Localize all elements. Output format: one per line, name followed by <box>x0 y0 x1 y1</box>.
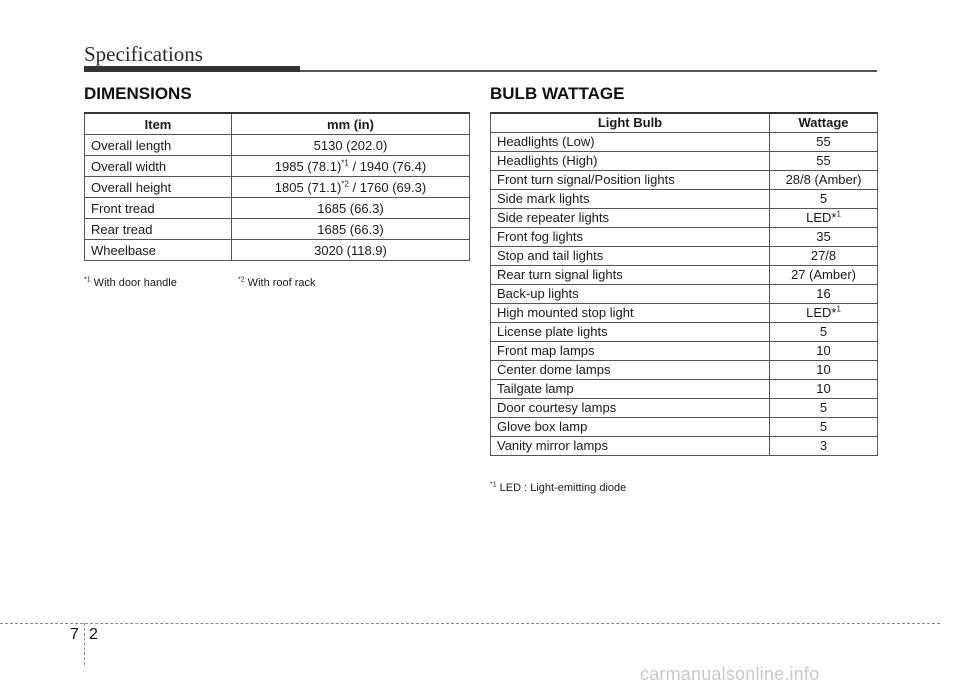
wattage-text: LED* <box>806 210 837 225</box>
table-row <box>491 399 878 418</box>
dimension-item: Rear tread <box>85 219 232 240</box>
bulb-wattage-heading: BULB WATTAGE <box>490 84 625 103</box>
dimension-value <box>232 177 470 198</box>
bulb-name: Headlights (Low) <box>491 133 770 152</box>
bulb-wattage: 55 <box>770 152 878 171</box>
table-row <box>491 247 878 266</box>
table-row <box>491 228 878 247</box>
bulb-wattage: 16 <box>770 285 878 304</box>
bulb-wattage: 5 <box>770 190 878 209</box>
bulb-wattage: 10 <box>770 361 878 380</box>
table-row <box>491 380 878 399</box>
bulb-name: Front fog lights <box>491 228 770 247</box>
table-row <box>85 198 470 219</box>
bulb-name: Tailgate lamp <box>491 380 770 399</box>
table-row <box>491 266 878 285</box>
bulb-wattage: 5 <box>770 399 878 418</box>
dimensions-table <box>84 112 470 261</box>
dimension-value: 5130 (202.0) <box>232 135 470 156</box>
column-header-light-bulb: Light Bulb <box>491 113 770 133</box>
value-part: 1985 (78.1) <box>274 158 342 174</box>
bulb-wattage <box>770 304 878 323</box>
wattage-text: LED* <box>806 305 837 320</box>
bulb-wattage: 55 <box>770 133 878 152</box>
value-part: / 1760 (69.3) <box>348 179 427 195</box>
value-part: 1805 (71.1) <box>274 179 342 195</box>
bulb-name: Center dome lamps <box>491 361 770 380</box>
table-row <box>491 133 878 152</box>
table-row <box>85 177 470 198</box>
footnote-mark: *2 <box>341 179 349 189</box>
table-row <box>491 209 878 228</box>
table-row <box>491 437 878 456</box>
dimension-item: Wheelbase <box>85 240 232 261</box>
bulb-name: High mounted stop light <box>491 304 770 323</box>
table-row <box>491 171 878 190</box>
table-row <box>491 190 878 209</box>
table-row <box>85 219 470 240</box>
table-header-row <box>491 113 878 133</box>
dimension-item: Overall length <box>85 135 232 156</box>
bulb-name: Door courtesy lamps <box>491 399 770 418</box>
column-header-wattage: Wattage <box>770 113 878 133</box>
table-row <box>491 418 878 437</box>
bulb-footnote-led <box>490 482 626 494</box>
bulb-name: Rear turn signal lights <box>491 266 770 285</box>
footnote-mark: 1 <box>836 209 841 219</box>
bulb-wattage: 27 (Amber) <box>770 266 878 285</box>
dimension-item: Overall width <box>85 156 232 177</box>
bulb-name: Back-up lights <box>491 285 770 304</box>
table-row <box>491 361 878 380</box>
bulb-wattage <box>770 209 878 228</box>
footnote-mark: *2 <box>238 276 245 284</box>
page-header-title: Specifications <box>84 42 203 66</box>
dimension-value: 1685 (66.3) <box>232 219 470 240</box>
dimension-item: Front tread <box>85 198 232 219</box>
table-row <box>85 156 470 177</box>
table-row <box>491 285 878 304</box>
bulb-name: Glove box lamp <box>491 418 770 437</box>
dimensions-heading: DIMENSIONS <box>84 84 192 103</box>
dimension-value: 1685 (66.3) <box>232 198 470 219</box>
dimension-item: Overall height <box>85 177 232 198</box>
bulb-wattage: 28/8 (Amber) <box>770 171 878 190</box>
footer-dashed-rule <box>0 623 940 624</box>
chapter-number: 7 <box>70 626 79 643</box>
bulb-wattage-table <box>490 112 878 456</box>
bulb-wattage: 5 <box>770 323 878 342</box>
footnote-mark: *1 <box>490 481 497 489</box>
header-rule <box>300 70 877 72</box>
watermark: carmanualsonline.info <box>640 664 820 684</box>
table-header-row <box>85 113 470 135</box>
bulb-name: Front turn signal/Position lights <box>491 171 770 190</box>
dimensions-footnote-roof-rack <box>238 277 316 289</box>
bulb-name: Stop and tail lights <box>491 247 770 266</box>
table-row <box>85 240 470 261</box>
dimension-value <box>232 156 470 177</box>
bulb-name: Side repeater lights <box>491 209 770 228</box>
bulb-name: Headlights (High) <box>491 152 770 171</box>
footnote-text: With roof rack <box>244 277 316 289</box>
bulb-wattage: 27/8 <box>770 247 878 266</box>
footnote-mark: *1 <box>341 158 349 168</box>
bulb-wattage: 5 <box>770 418 878 437</box>
bulb-name: Side mark lights <box>491 190 770 209</box>
header-accent-bar <box>84 66 300 72</box>
bulb-name: Front map lamps <box>491 342 770 361</box>
table-row <box>85 135 470 156</box>
table-row <box>491 342 878 361</box>
bulb-wattage: 10 <box>770 342 878 361</box>
dimension-value: 3020 (118.9) <box>232 240 470 261</box>
bulb-wattage: 3 <box>770 437 878 456</box>
table-row <box>491 152 878 171</box>
footnote-text: With door handle <box>90 277 177 289</box>
bulb-name: Vanity mirror lamps <box>491 437 770 456</box>
page-number: 2 <box>89 626 98 643</box>
footer-dashed-divider <box>84 623 85 665</box>
bulb-name: License plate lights <box>491 323 770 342</box>
value-part: / 1940 (76.4) <box>348 158 427 174</box>
column-header-mm: mm (in) <box>232 113 470 135</box>
footnote-text: LED : Light-emitting diode <box>496 482 627 494</box>
bulb-wattage: 10 <box>770 380 878 399</box>
footnote-mark: *1 <box>84 276 91 284</box>
bulb-wattage: 35 <box>770 228 878 247</box>
table-row <box>491 323 878 342</box>
column-header-item: Item <box>85 113 232 135</box>
dimensions-footnote-door-handle <box>84 277 177 289</box>
footnote-mark: 1 <box>836 304 841 314</box>
table-row <box>491 304 878 323</box>
